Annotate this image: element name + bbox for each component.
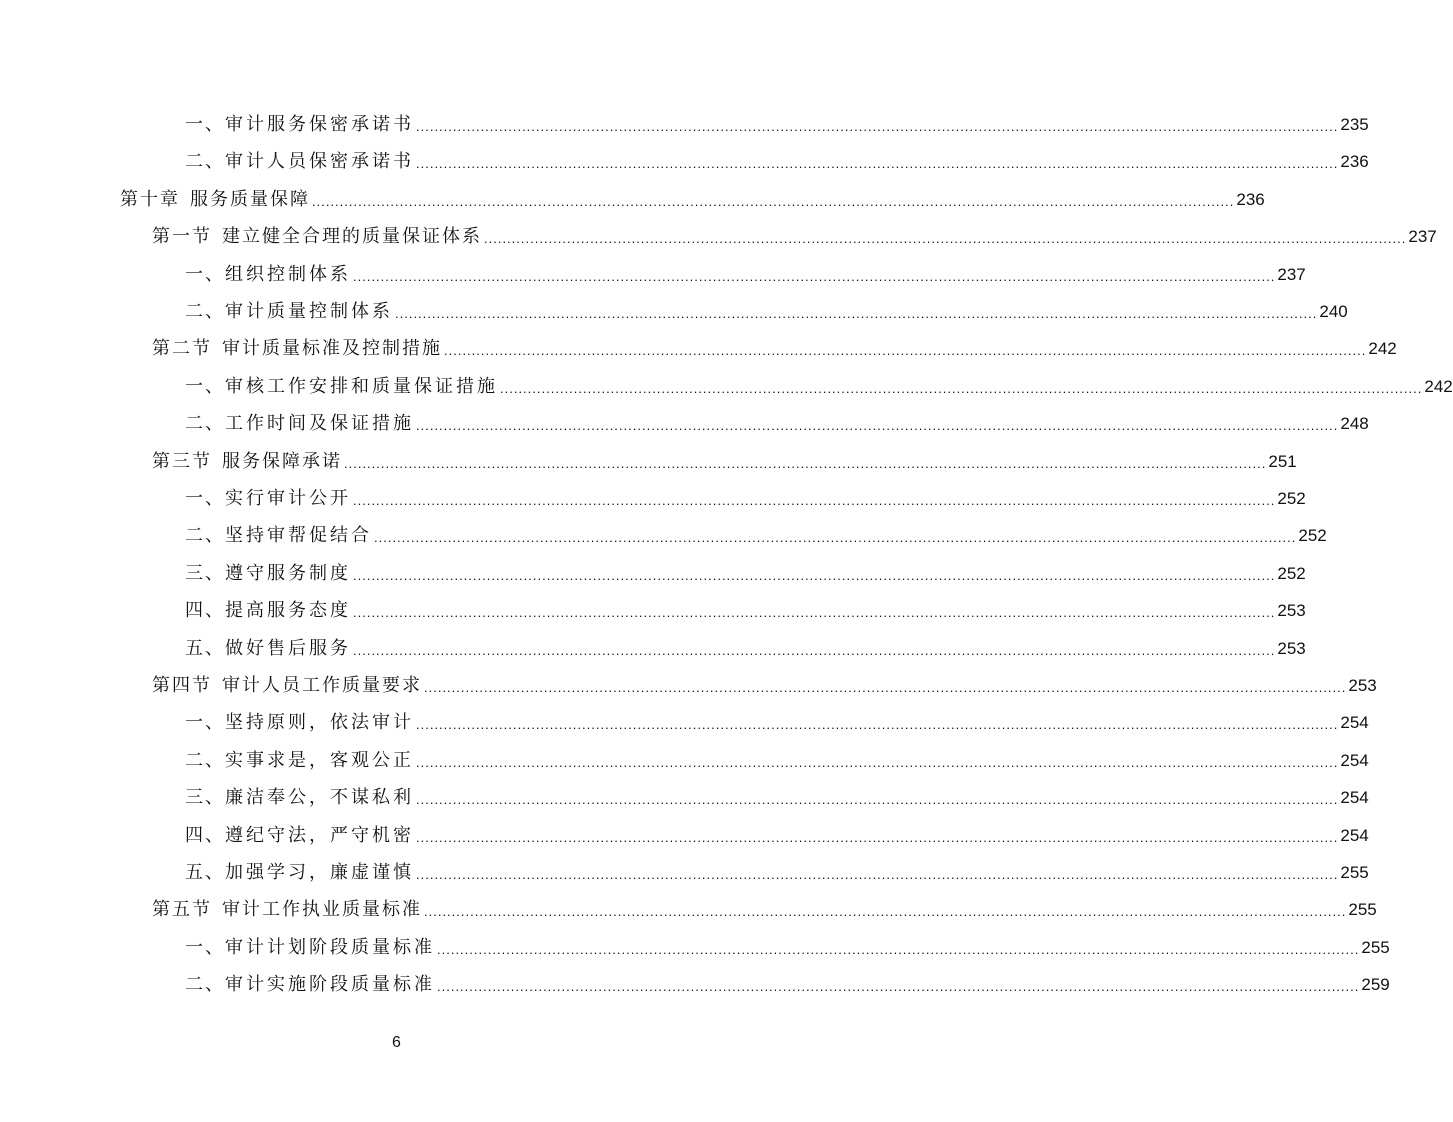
toc-entry-title: 审计工作执业质量标准 (222, 899, 422, 921)
toc-entry-page: 253 (1277, 601, 1306, 621)
toc-entry-page: 237 (1277, 264, 1306, 284)
toc-entry-number: 五、 (185, 862, 225, 883)
toc-entry-item[interactable] (185, 847, 1369, 884)
toc-dot-leader: ........................................................................................................................................................................................................ (353, 567, 1276, 583)
toc-entry-title: 审计实施阶段质量标准 (225, 974, 435, 996)
toc-entry-title: 服务保障承诺 (222, 450, 342, 472)
toc-entry-number: 二、 (185, 413, 225, 435)
toc-entry-page: 240 (1319, 302, 1348, 321)
toc-entry-page: 254 (1340, 788, 1369, 808)
toc-entry-title: 实行审计公开 (225, 488, 351, 509)
toc-entry-title: 提高服务态度 (225, 600, 351, 622)
toc-entry-item[interactable] (185, 286, 1348, 323)
toc-entry-section[interactable] (152, 436, 1297, 473)
toc-entry-item[interactable] (185, 959, 1390, 996)
toc-dot-leader: ........................................................................................................................................................................................................ (416, 418, 1339, 434)
toc-entry-number: 第十章 (120, 188, 180, 210)
toc-entry-item[interactable] (185, 922, 1390, 959)
toc-dot-leader: ........................................................................................................................................................................................................ (444, 343, 1367, 359)
toc-entry-number: 第五节 (152, 899, 212, 921)
toc-dot-leader: ........................................................................................................................................................................................................ (395, 306, 1318, 321)
toc-entry-page: 254 (1340, 713, 1369, 733)
toc-entry-number: 一、 (185, 263, 225, 285)
toc-entry-title: 工作时间及保证措施 (225, 413, 414, 435)
toc-entry-number: 二、 (185, 525, 225, 547)
toc-entry-number: 三、 (185, 787, 225, 809)
toc-entry-item[interactable] (185, 548, 1306, 585)
toc-entry-title: 服务质量保障 (190, 188, 310, 210)
toc-entry-item[interactable] (185, 585, 1306, 622)
toc-entry-title: 审计人员保密承诺书 (225, 151, 414, 173)
toc-entry-page: 255 (1361, 937, 1390, 957)
toc-entry-number: 五、 (185, 637, 225, 659)
toc-entry-title: 审计服务保密承诺书 (225, 114, 414, 135)
toc-entry-item[interactable] (185, 398, 1369, 435)
toc-dot-leader: ........................................................................................................................................................................................................ (353, 268, 1276, 284)
toc-entry-title: 审计计划阶段质量标准 (225, 936, 435, 958)
toc-entry-chapter[interactable] (120, 174, 1265, 211)
toc-entry-page: 254 (1340, 825, 1369, 845)
toc-dot-leader: ........................................................................................................................................................................................................ (437, 941, 1360, 957)
toc-entry-item[interactable] (185, 735, 1369, 772)
toc-entry-title: 廉洁奉公，不谋私利 (225, 787, 414, 809)
toc-dot-leader: ........................................................................................................................................................................................................ (416, 754, 1339, 770)
toc-dot-leader: ........................................................................................................................................................................................................ (344, 455, 1267, 471)
toc-entry-title: 审核工作安排和质量保证措施 (225, 375, 498, 397)
toc-entry-title: 遵守服务制度 (225, 562, 351, 584)
toc-dot-leader: ........................................................................................................................................................................................................ (416, 829, 1339, 845)
toc-dot-leader: ........................................................................................................................................................................................................ (437, 979, 1360, 995)
toc-entry-page: 255 (1348, 900, 1377, 920)
toc-entry-page: 237 (1408, 227, 1437, 247)
toc-entry-number: 一、 (185, 375, 225, 397)
toc-entry-number: 二、 (185, 974, 225, 996)
page-number: 6 (392, 1034, 401, 1051)
toc-entry-title: 坚持审帮促结合 (225, 525, 372, 547)
toc-dot-leader: ........................................................................................................................................................................................................ (416, 119, 1339, 134)
toc-entry-section[interactable] (152, 884, 1377, 921)
toc-entry-item[interactable] (185, 473, 1306, 510)
toc-entry-page: 251 (1268, 451, 1297, 471)
toc-entry-item[interactable] (185, 136, 1369, 173)
toc-dot-leader: ........................................................................................................................................................................................................ (424, 680, 1347, 695)
toc-entry-title: 实事求是，客观公正 (225, 749, 414, 771)
toc-entry-number: 一、 (185, 936, 225, 958)
toc-entry-number: 第四节 (152, 675, 212, 696)
toc-entry-number: 第二节 (152, 338, 212, 360)
toc-entry-title: 审计质量标准及控制措施 (222, 338, 442, 360)
toc-entry-number: 三、 (185, 562, 225, 584)
toc-entry-title: 坚持原则，依法审计 (225, 712, 414, 734)
toc-entry-item[interactable] (185, 99, 1369, 136)
toc-entry-section[interactable] (152, 660, 1377, 697)
toc-dot-leader: ........................................................................................................................................................................................................ (500, 380, 1423, 396)
toc-entry-page: 259 (1361, 975, 1390, 995)
toc-entry-title: 审计质量控制体系 (225, 301, 393, 322)
toc-dot-leader: ........................................................................................................................................................................................................ (353, 493, 1276, 508)
toc-entry-page: 254 (1340, 750, 1369, 770)
toc-dot-leader: ........................................................................................................................................................................................................ (424, 904, 1347, 920)
toc-entry-item[interactable] (185, 249, 1306, 286)
toc-dot-leader: ........................................................................................................................................................................................................ (484, 231, 1407, 247)
toc-entry-item[interactable] (185, 772, 1369, 809)
toc-entry-number: 四、 (185, 600, 225, 622)
toc-entry-number: 二、 (185, 151, 225, 173)
toc-entry-section[interactable] (152, 211, 1437, 248)
toc-entry-item[interactable] (185, 697, 1369, 734)
toc-entry-title: 审计人员工作质量要求 (222, 675, 422, 696)
toc-entry-title: 加强学习，廉虚谨慎 (225, 862, 414, 883)
toc-entry-page: 242 (1368, 339, 1397, 359)
toc-entry-number: 二、 (185, 749, 225, 771)
toc-entry-section[interactable] (152, 323, 1397, 360)
toc-entry-title: 组织控制体系 (225, 263, 351, 285)
toc-entry-page: 255 (1340, 863, 1369, 882)
toc-entry-page: 235 (1340, 115, 1369, 134)
toc-entry-number: 第三节 (152, 450, 212, 472)
toc-entry-number: 一、 (185, 712, 225, 734)
toc-entry-page: 252 (1298, 526, 1327, 546)
toc-entry-item[interactable] (185, 623, 1306, 660)
toc-dot-leader: ........................................................................................................................................................................................................ (416, 867, 1339, 882)
toc-dot-leader: ........................................................................................................................................................................................................ (353, 642, 1276, 658)
toc-dot-leader: ........................................................................................................................................................................................................ (416, 792, 1339, 808)
toc-dot-leader: ........................................................................................................................................................................................................ (416, 717, 1339, 733)
toc-dot-leader: ........................................................................................................................................................................................................ (312, 193, 1235, 209)
toc-entry-page: 236 (1236, 189, 1265, 209)
toc-entry-number: 第一节 (152, 226, 212, 248)
toc-entry-page: 253 (1348, 676, 1377, 695)
toc-entry-item[interactable] (185, 361, 1453, 398)
toc-entry-number: 一、 (185, 114, 225, 135)
toc-dot-leader: ........................................................................................................................................................................................................ (353, 605, 1276, 621)
toc-entry-title: 建立健全合理的质量保证体系 (222, 226, 482, 248)
toc-entry-page: 236 (1340, 152, 1369, 172)
toc-entry-page: 253 (1277, 638, 1306, 658)
toc-entry-page: 242 (1424, 376, 1453, 396)
toc-entry-number: 二、 (185, 301, 225, 322)
toc-dot-leader: ........................................................................................................................................................................................................ (416, 156, 1339, 172)
toc-entry-title: 遵纪守法，严守机密 (225, 824, 414, 846)
toc-entry-page: 252 (1277, 563, 1306, 583)
toc-entry-item[interactable] (185, 810, 1369, 847)
toc-dot-leader: ........................................................................................................................................................................................................ (374, 530, 1297, 546)
toc-entry-title: 做好售后服务 (225, 637, 351, 659)
toc-entry-number: 四、 (185, 824, 225, 846)
toc-entry-page: 248 (1340, 414, 1369, 434)
toc-entry-number: 一、 (185, 488, 225, 509)
toc-entry-page: 252 (1277, 489, 1306, 508)
toc-entry-item[interactable] (185, 510, 1327, 547)
